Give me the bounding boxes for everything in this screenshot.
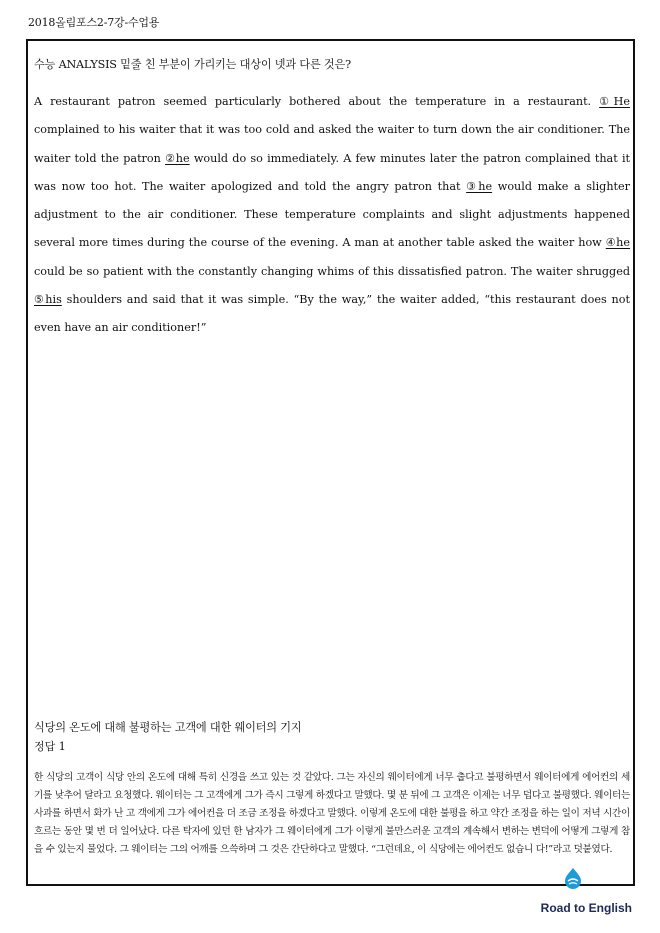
underlined-referent-2: ②he: [165, 151, 190, 165]
passage-segment: A restaurant patron seemed particularly bothered about the temperature in a restaurant.: [34, 95, 600, 108]
korean-translation: 한 식당의 고객이 식당 안의 온도에 대해 특히 신경을 쓰고 있는 것 같았다. 그는 자신의 웨이터에게 너무 춥다고 불평하면서 웨이터에게 에어컨의 세기를 낮추어 달라고 요청했다. 웨이터는 그 고객에게 그가 즉시 그렇게 하겠다고 말했다. 몇 분 뒤에 그 고객은 이제는 너무 덥다고 불평했다. 웨이터는 사과를 하면서 화가 난 고 객에게 그가 에어컨을 더 조금 조정을 하겠다고 말했다. 이렇게 온도에 대한 불평을 하고 약간 조정을 하는 일이 저녁 시간이 흐르는 동안 몇 번 더 일어났다. 다른 탁자에 있던 한 남자가 그 웨이터에게 그가 이렇게 불만스러운 고객의 계속해서 변하는 변덕에 어떻게 그렇게 참을 수 있는지 물었다. 그 웨이터는 그의 어깨를 으쓱하며 그 것은 간단하다고 말했다. “그런데요, 이 식당에는 에어컨도 없습니 다!”라고 덧붙였다.: [34, 772, 630, 855]
underlined-referent-1: ①He: [599, 95, 630, 108]
passage-topic: 식당의 온도에 대해 불평하는 고객에 대한 웨이터의 기지: [34, 721, 302, 734]
passage-text: [34, 88, 630, 343]
question-frame: [26, 39, 635, 886]
underlined-referent-4: ④he: [605, 236, 631, 250]
passage-segment: could be so patient with the constantly changing whims of this dissatisfied patron. The waiter shrugged: [34, 264, 630, 278]
header-label: 2018올림포스2-7강-수업용: [28, 16, 160, 29]
passage-segment: would do so immediately. A few minutes later the patron complained that it was now too hot. The waiter apologized and told the angry patron that: [34, 151, 631, 193]
passage-segment: would make a slighter adjustment to the air conditioner. These temperature complaints and slight adjustments happened several more times during the course of the evening. A man at another table asked the waiter how: [34, 179, 630, 250]
globe-drop-icon: [562, 867, 584, 889]
underlined-referent-5: ⑤his: [34, 293, 62, 307]
answer-label: 정답 1: [34, 740, 66, 753]
brand-name: Road to English: [540, 901, 632, 915]
question-title: 수능 ANALYSIS 밑줄 친 부분이 가리키는 대상이 넷과 다른 것은?: [34, 58, 351, 71]
brand-logo: [512, 867, 632, 915]
passage-segment: shoulders and said that it was simple. “By the way,” the waiter added, “this restaurant does not even have an air conditioner!”: [34, 293, 630, 335]
underlined-referent-3: ③he: [466, 179, 493, 193]
passage-segment: complained to his waiter that it was too cold and asked the waiter to turn down the air conditioner. The waiter told the patron: [34, 123, 630, 165]
